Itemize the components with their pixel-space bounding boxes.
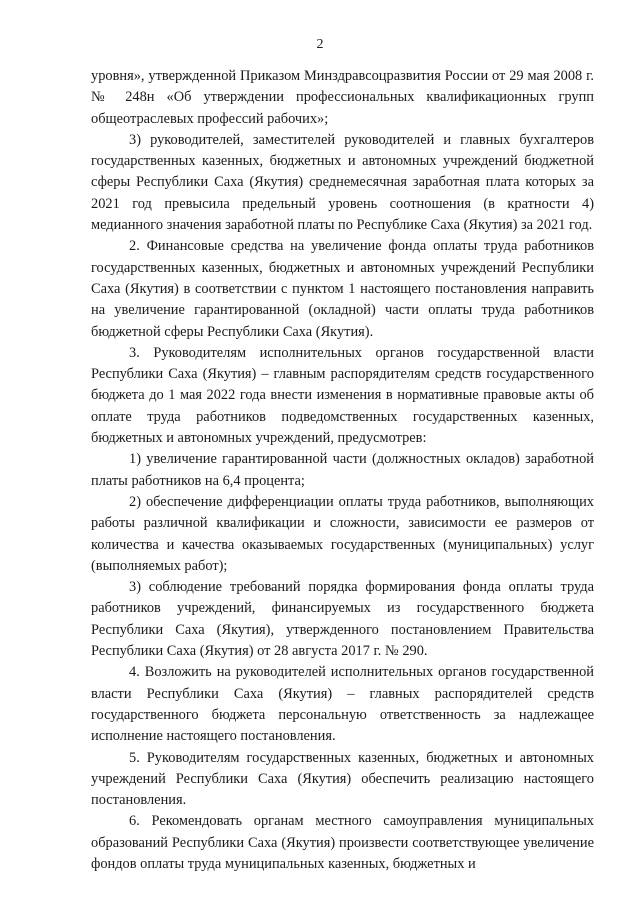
paragraph-item-3-1: 1) увеличение гарантированной части (должностных окладов) заработной платы работников на 6,4 процента;	[91, 451, 594, 489]
paragraph-section-6: 6. Рекомендовать органам местного самоуправления муниципальных образований Республики Саха (Якутия) произвести соответствующее увеличение фондов оплаты труда муниципальных казенных, бюджетных и	[91, 813, 594, 872]
paragraph-item-1-3: 3) руководителей, заместителей руководителей и главных бухгалтеров государственных казенных, бюджетных и автономных учреждений бюджетной сферы Республики Саха (Якутия) среднемесячная заработная плата которых за 2021 год превысила предельный уровень соотношения (в кратности 4) медианного значения заработной платы по Республике Саха (Якутия) за 2021 год.	[91, 131, 594, 234]
paragraph-continuation: уровня», утвержденной Приказом Минздравсоцразвития России от 29 мая 2008 г. № 248н «Об утверждении профессиональных квалификационных групп общеотраслевых профессий рабочих»;	[91, 68, 594, 127]
paragraph-section-3: 3. Руководителям исполнительных органов государственной власти Республики Саха (Якутия) – главным распорядителям средств государственного бюджета до 1 мая 2022 года внести изменения в нормативные правовые акты об оплате труда работников подведомственных государственных казенных, бюджетных и автономных учреждений, предусмотрев:	[91, 344, 594, 447]
paragraph-section-2: 2. Финансовые средства на увеличение фонда оплаты труда работников государственных казенных, бюджетных и автономных учреждений Республики Саха (Якутия) в соответствии с пунктом 1 настоящего постановления направить на увеличение гарантированной (окладной) части оплаты труда работников бюджетной сферы Республики Саха (Якутия).	[91, 238, 594, 340]
paragraph-item-3-2: 2) обеспечение дифференциации оплаты труда работников, выполняющих работы различной квалификации и сложности, зависимости ее размеров от количества и качества оказываемых государственных (муниципальных) услуг (выполняемых работ);	[91, 493, 594, 574]
document-body	[91, 66, 594, 875]
paragraph-item-3-3: 3) соблюдение требований порядка формирования фонда оплаты труда работников учреждений, финансируемых из государственного бюджета Республики Саха (Якутия), утвержденного постановлением Правительства Республики Саха (Якутия) от 28 августа 2017 г. № 290.	[91, 579, 594, 660]
page-number: 2	[316, 37, 324, 52]
paragraph-section-5: 5. Руководителям государственных казенных, бюджетных и автономных учреждений Республики Саха (Якутия) обеспечить реализацию настоящего постановления.	[91, 749, 594, 809]
paragraph-section-4: 4. Возложить на руководителей исполнительных органов государственной власти Республики Саха (Якутия) – главных распорядителей средств государственного бюджета персональную ответственность за надлежащее исполнение настоящего постановления.	[91, 664, 594, 745]
